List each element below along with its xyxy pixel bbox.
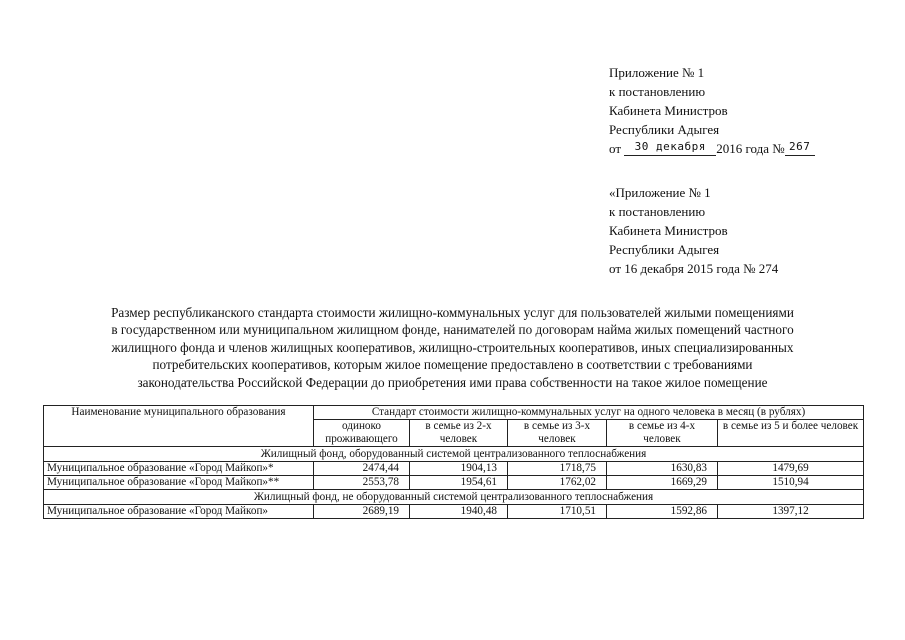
appendix-line: Республики Адыгея — [609, 122, 720, 137]
value-cell: 1954,61 — [410, 476, 508, 490]
value-cell: 1940,48 — [410, 505, 508, 519]
section-row — [44, 490, 864, 505]
value-cell: 1762,02 — [508, 476, 607, 490]
handwritten-number: 267 — [789, 140, 811, 153]
title-line: Размер республиканского стандарта стоимости жилищно-коммунальных услуг для пользователей жилыми помещениями — [111, 305, 794, 320]
value-cell: 1479,69 — [718, 462, 864, 476]
document-title — [40, 304, 865, 391]
municipality-name: Муниципальное образование «Город Майкоп»* — [44, 462, 314, 476]
column-header-family-4: в семье из 4-х человек — [607, 420, 718, 447]
year-number-label: 2016 года № — [716, 141, 785, 156]
column-header-family-2: в семье из 2-х человек — [410, 420, 508, 447]
value-cell: 1718,75 — [508, 462, 607, 476]
appendix-current-header — [609, 63, 815, 158]
value-cell: 1397,12 — [718, 505, 864, 519]
table-row — [44, 505, 864, 519]
table-row — [44, 462, 864, 476]
value-cell: 2689,19 — [314, 505, 410, 519]
title-line: в государственном или муниципальном жилищном фонде, нанимателей по договорам найма жилых помещений частного — [111, 322, 794, 338]
section-row — [44, 447, 864, 462]
handwritten-date: 30 декабря — [634, 140, 706, 153]
appendix-line: Кабинета Министров — [609, 223, 728, 238]
appendix-line: от 16 декабря 2015 года № 274 — [609, 261, 779, 276]
municipality-name: Муниципальное образование «Город Майкоп» — [44, 505, 314, 519]
appendix-date-line — [609, 139, 815, 158]
appendix-title: «Приложение № 1 — [609, 185, 711, 200]
value-cell: 1669,29 — [607, 476, 718, 490]
standard-cost-table — [43, 405, 864, 519]
handwritten-number-field — [785, 141, 815, 156]
value-cell: 1510,94 — [718, 476, 864, 490]
value-cell: 1630,83 — [607, 462, 718, 476]
section-no-central-heating: Жилищный фонд, не оборудованный системой централизованного теплоснабжения — [44, 490, 864, 505]
appendix-line: к постановлению — [609, 84, 706, 99]
title-line: законодательства Российской Федерации до приобретения ими права собственности на такое жилое помещение — [137, 374, 768, 390]
column-header-single: одиноко проживающего — [314, 420, 410, 447]
title-line: потребительских кооперативов, которым жилое помещение предоставлено в соответствии с требованиями — [152, 357, 753, 373]
table-row — [44, 476, 864, 490]
cost-group-header: Стандарт стоимости жилищно-коммунальных услуг на одного человека в месяц (в рублях) — [314, 406, 864, 420]
title-line: жилищного фонда и членов жилищных кооперативов, жилищно-строительных кооперативов, иных специализированных — [111, 339, 794, 355]
section-central-heating: Жилищный фонд, оборудованный системой централизованного теплоснабжения — [44, 447, 864, 462]
from-label: от — [609, 141, 622, 156]
column-header-family-5plus: в семье из 5 и более человек — [718, 420, 864, 447]
appendix-line: Республики Адыгея — [609, 242, 720, 257]
value-cell: 2474,44 — [314, 462, 410, 476]
value-cell: 1710,51 — [508, 505, 607, 519]
table-header-row — [44, 406, 864, 420]
appendix-line: к постановлению — [609, 204, 706, 219]
value-cell: 1904,13 — [410, 462, 508, 476]
appendix-title: Приложение № 1 — [609, 65, 705, 80]
column-header-family-3: в семье из 3-х человек — [508, 420, 607, 447]
appendix-previous-header — [609, 183, 778, 278]
appendix-line: Кабинета Министров — [609, 103, 728, 118]
municipality-name: Муниципальное образование «Город Майкоп»** — [44, 476, 314, 490]
value-cell: 1592,86 — [607, 505, 718, 519]
handwritten-date-field — [624, 141, 716, 156]
value-cell: 2553,78 — [314, 476, 410, 490]
municipality-column-header: Наименование муниципального образования — [44, 406, 314, 447]
